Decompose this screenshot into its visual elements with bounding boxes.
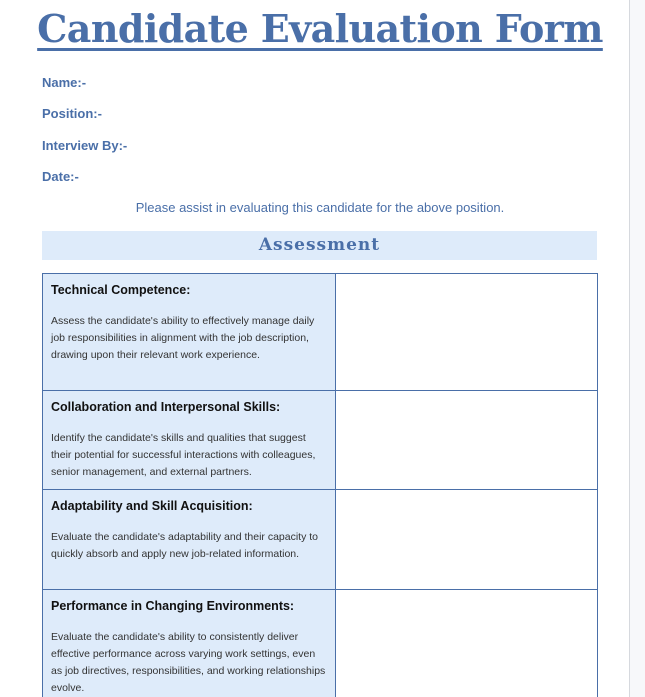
criterion-description: Evaluate the candidate's ability to consistently deliver effective performance across varying work settings, even as job directives, responsibilities, and working relationships evolve. <box>51 631 326 694</box>
criterion-cell <box>42 391 336 489</box>
form-title: Candidate Evaluation Form <box>37 6 603 51</box>
evaluation-entry-cell[interactable] <box>336 274 598 390</box>
assessment-heading: Assessment <box>258 235 381 255</box>
table-row <box>42 391 598 490</box>
table-row <box>42 274 598 391</box>
criterion-cell <box>42 490 336 589</box>
position-field-label[interactable]: Position:- <box>42 106 102 121</box>
evaluation-entry-cell[interactable] <box>336 391 598 489</box>
table-row <box>42 490 598 590</box>
criterion-title: Collaboration and Interpersonal Skills: <box>51 400 281 414</box>
table-row <box>42 590 598 697</box>
criterion-cell <box>42 274 336 390</box>
criterion-title: Adaptability and Skill Acquisition: <box>51 499 253 513</box>
criterion-description: Assess the candidate's ability to effectively manage daily job responsibilities in alignment with the job description, drawing upon their relevant work experience. <box>51 315 315 361</box>
assessment-section-header <box>42 231 597 260</box>
criterion-description: Evaluate the candidate's adaptability and their capacity to quickly absorb and apply new job-related information. <box>51 531 319 560</box>
criterion-title: Technical Competence: <box>51 283 191 297</box>
viewer-gutter <box>630 0 645 697</box>
criterion-cell <box>42 590 336 697</box>
name-field-label[interactable]: Name:- <box>42 75 87 90</box>
criterion-title: Performance in Changing Environments: <box>51 599 295 613</box>
evaluation-entry-cell[interactable] <box>336 490 598 589</box>
instruction-text: Please assist in evaluating this candidate for the above position. <box>135 200 505 215</box>
date-field-label[interactable]: Date:- <box>42 169 79 184</box>
criterion-description: Identify the candidate's skills and qualities that suggest their potential for successful interactions with colleagues, senior management, and external partners. <box>51 432 316 478</box>
assessment-table <box>42 273 598 697</box>
evaluation-entry-cell[interactable] <box>336 590 598 697</box>
interviewer-field-label[interactable]: Interview By:- <box>42 138 128 153</box>
